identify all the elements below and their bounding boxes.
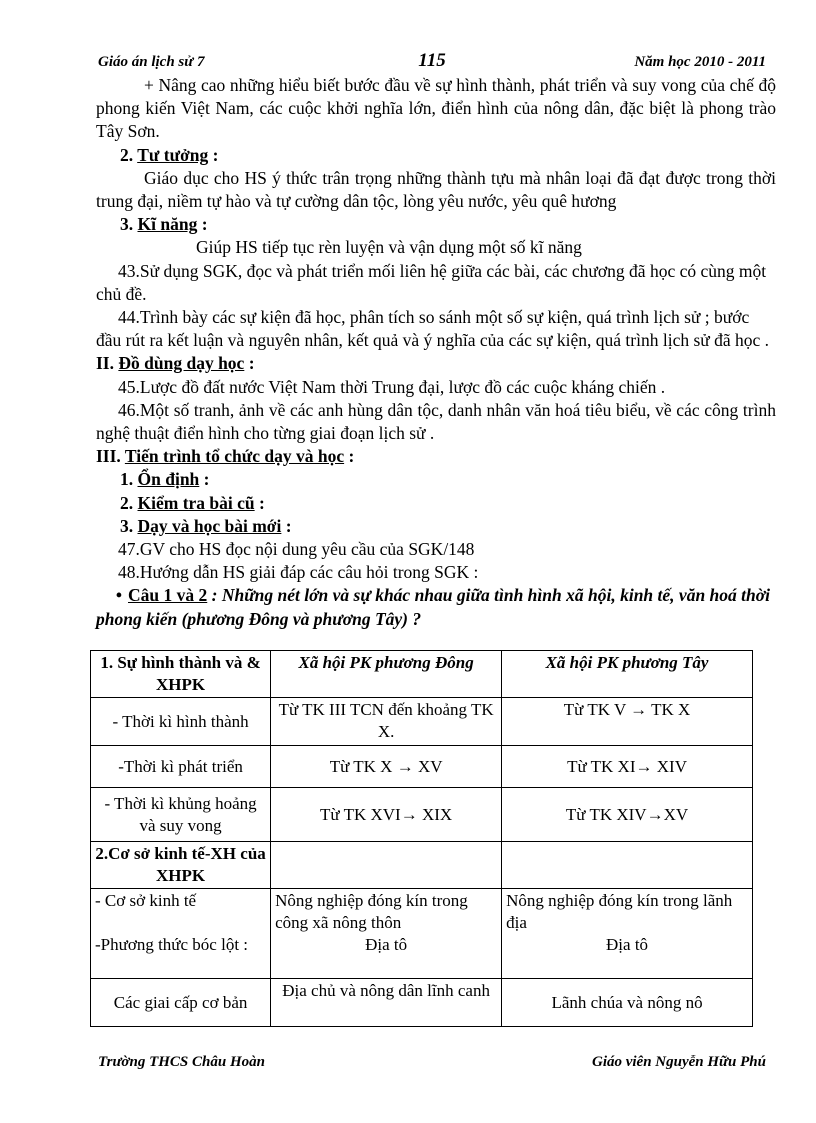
table-cell <box>502 889 753 979</box>
table-row <box>91 889 753 979</box>
page-number: 115 <box>418 50 446 71</box>
list-item-43: 43.Sử dụng SGK, đọc và phát triển mối liên hệ giữa các bài, các chương đã học có cùng một chủ đề. <box>96 260 767 304</box>
cell-line: -Phương thức bóc lột : <box>95 935 249 954</box>
subheading-number: 2. <box>120 492 134 513</box>
table-header-west: Xã hội PK phương Tây <box>502 651 753 698</box>
table-row <box>91 651 753 698</box>
list-item-48: 48.Hướng dẫn HS giải đáp các câu hỏi trong SGK : <box>118 562 479 583</box>
table-cell <box>271 842 502 889</box>
cell-line: Nông nghiệp đóng kín trong lãnh địa <box>506 891 733 932</box>
list-item-45: 45.Lược đồ đất nước Việt Nam thời Trung đại, lược đồ các cuộc kháng chiến . <box>118 376 666 397</box>
list-item-47: 47.GV cho HS đọc nội dung yêu cầu của SGK/148 <box>118 539 475 560</box>
list-item-44: 44.Trình bày các sự kiện đã học, phân tích so sánh một số sự kiện, quá trình lịch sử ; bước đầu rút ra kết luận và nguyên nhân, kết quả và ý nghĩa của các sự kiện, quá trình lịch sử đã học . <box>96 307 770 351</box>
header-school-year: Năm học 2010 - 2011 <box>634 54 766 70</box>
heading-colon: : <box>244 353 255 374</box>
table-header-east: Xã hội PK phương Đông <box>271 651 502 698</box>
table-cell: Từ TK XIV→XV <box>502 788 753 842</box>
heading-number: 2. <box>120 144 134 165</box>
heading-section-ii <box>96 352 776 375</box>
cell-line: Nông nghiệp đóng kín trong công xã nông thôn <box>275 891 468 932</box>
table-row <box>91 746 753 788</box>
table-row <box>91 788 753 842</box>
subheading-colon: : <box>254 492 265 513</box>
subheading-on-dinh <box>96 468 776 491</box>
subheading-text: Dạy và học bài mới <box>137 515 282 536</box>
footer-teacher: Giáo viên Nguyễn Hữu Phú <box>591 1054 766 1070</box>
table-cell: Từ TK XI→ XIV <box>502 746 753 788</box>
heading-colon: : <box>344 446 355 467</box>
subheading-kiem-tra <box>96 492 776 515</box>
heading-text: Tiến trình tổ chức dạy và học <box>124 446 345 467</box>
cell-line: Địa tô <box>606 935 649 954</box>
subheading-text: Ổn định <box>137 469 200 490</box>
paragraph-tu-tuong: Giáo dục cho HS ý thức trân trọng những thành tựu mà nhân loại đã đạt được trong thời trung đại, niềm tự hào và tự cường dân tộc, lòng yêu nước, yêu quê hương <box>96 167 776 212</box>
page-header <box>98 50 766 74</box>
subheading-number: 3. <box>120 515 134 536</box>
paragraph-ki-nang: Giúp HS tiếp tục rèn luyện và vận dụng một số kĩ năng <box>196 237 582 258</box>
table-row <box>91 979 753 1027</box>
comparison-table <box>90 650 753 1027</box>
table-cell: -Thời kì phát triển <box>91 746 271 788</box>
header-subject: Giáo án lịch sử 7 <box>98 54 205 70</box>
table-cell: Từ TK III TCN đến khoảng TK X. <box>271 698 502 746</box>
document-body <box>96 74 776 631</box>
list-item-46: 46.Một số tranh, ảnh về các anh hùng dân tộc, danh nhân văn hoá tiêu biểu, về các công trình nghệ thuật điển hình cho từng giai đoạn lịch sử . <box>96 399 776 444</box>
table-cell: Từ TK XVI→ XIX <box>271 788 502 842</box>
cell-line: Địa tô <box>365 935 408 954</box>
question-label: Câu 1 và 2 <box>128 585 208 606</box>
table-cell <box>502 842 753 889</box>
heading-text: Đồ dùng dạy học <box>118 353 245 374</box>
heading-tu-tuong <box>96 144 776 167</box>
footer-school: Trường THCS Châu Hoàn <box>98 1054 265 1070</box>
table-cell: 2.Cơ sở kinh tế-XH của XHPK <box>91 842 271 889</box>
cell-line: - Cơ sở kinh tế <box>95 891 197 910</box>
heading-number: III. <box>96 446 121 467</box>
subheading-day-hoc <box>96 515 776 538</box>
subheading-number: 1. <box>120 469 134 490</box>
question-1-2 <box>96 584 776 630</box>
heading-colon: : <box>208 144 219 165</box>
paragraph-knowledge: + Nâng cao những hiểu biết bước đầu về sự hình thành, phát triển và suy vong của chế độ phong kiến Việt Nam, các cuộc khởi nghĩa lớn, điển hình của nông dân, đặc biệt là phong trào Tây Sơn. <box>96 75 776 142</box>
table-cell: - Thời kì khủng hoảng và suy vong <box>91 788 271 842</box>
question-text: : Những nét lớn và sự khác nhau giữa tình hình xã hội, kinh tế, văn hoá thời phong kiến (phương Đông và phương Tây) ? <box>96 585 771 629</box>
table-cell: 1. Sự hình thành và & XHPK <box>91 651 271 698</box>
bullet-icon: • <box>115 585 122 606</box>
heading-text: Tư tưởng <box>137 144 209 165</box>
subheading-colon: : <box>281 515 292 536</box>
table-cell: - Thời kì hình thành <box>91 698 271 746</box>
table-cell <box>271 889 502 979</box>
table-cell: Từ TK V → TK X <box>502 698 753 746</box>
table-cell: Địa chủ và nông dân lĩnh canh <box>271 979 502 1027</box>
table-cell <box>91 889 271 979</box>
heading-number: 3. <box>120 214 134 235</box>
subheading-text: Kiểm tra bài cũ <box>137 492 255 513</box>
heading-colon: : <box>197 214 208 235</box>
heading-ki-nang <box>96 213 776 236</box>
heading-text: Kĩ năng <box>137 214 198 235</box>
table-row <box>91 842 753 889</box>
table-cell: Lãnh chúa và nông nô <box>502 979 753 1027</box>
table-row <box>91 698 753 746</box>
heading-section-iii <box>96 445 776 468</box>
heading-number: II. <box>96 353 114 374</box>
subheading-colon: : <box>199 469 210 490</box>
table-cell: Các giai cấp cơ bản <box>91 979 271 1027</box>
table-cell: Từ TK X → XV <box>271 746 502 788</box>
